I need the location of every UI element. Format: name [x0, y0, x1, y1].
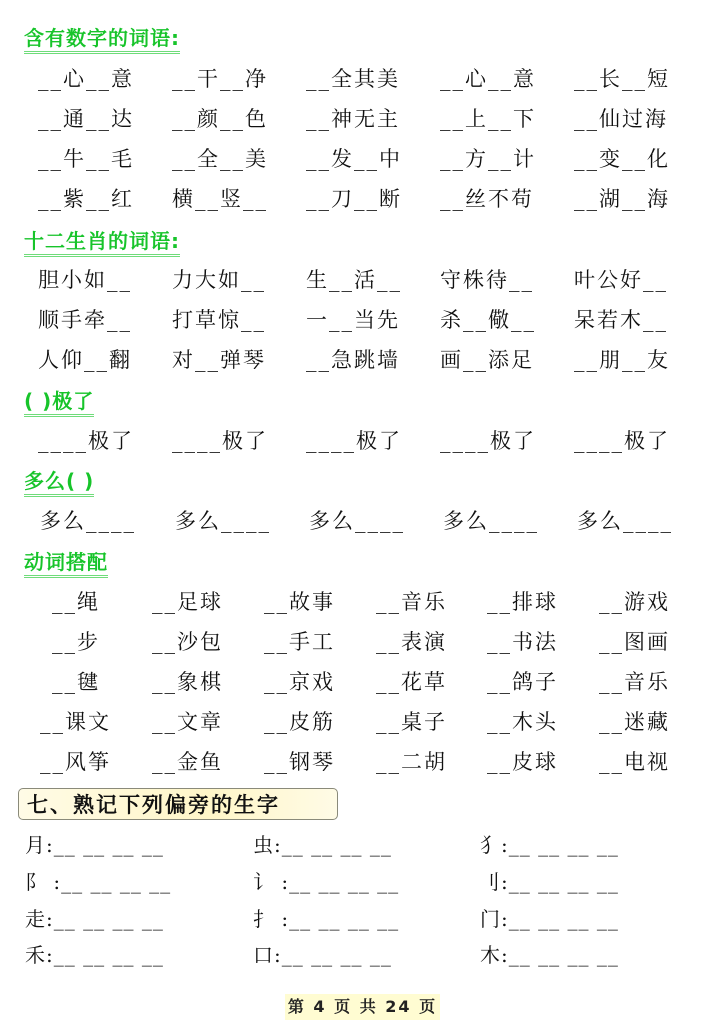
fill-blank-item: 顺手牵__	[38, 308, 132, 332]
fill-blank-item: ____极了	[440, 429, 536, 453]
radical-blanks: __ __ __ __	[508, 870, 619, 894]
fill-blank-item: __鸽子	[487, 670, 558, 694]
fill-blank-item: 多么____	[443, 509, 539, 533]
fill-blank-item: __颜__色	[172, 107, 268, 131]
numbers-row	[0, 143, 724, 175]
fill-blank-item: __文章	[152, 710, 223, 734]
section-title-duome: 多么( )	[24, 469, 94, 497]
radical-char: 犭	[480, 833, 501, 857]
fill-blank-item: __干__净	[172, 67, 268, 91]
numbers-row	[0, 103, 724, 135]
radicals-row	[0, 938, 724, 972]
fill-blank-item: 多么____	[577, 509, 673, 533]
fill-blank-item: 叶公好__	[574, 268, 668, 292]
fill-blank-item: ____极了	[574, 429, 670, 453]
fill-blank-item: __毽	[52, 670, 100, 694]
radical-item: 阝 :__ __ __ __	[25, 870, 172, 894]
fill-blank-item: 生__活__	[306, 268, 402, 292]
radical-item: 虫:__ __ __ __	[253, 833, 392, 857]
verbs-row	[0, 746, 724, 778]
fill-blank-item: __心__意	[440, 67, 536, 91]
fill-blank-item: ____极了	[38, 429, 134, 453]
jile-row	[0, 425, 724, 457]
fill-blank-item: __书法	[487, 630, 558, 654]
radical-char: 阝	[25, 870, 46, 894]
radical-blanks: __ __ __ __	[508, 907, 619, 931]
fill-blank-item: __音乐	[599, 670, 670, 694]
radical-item: 走:__ __ __ __	[25, 907, 164, 931]
radical-item: 刂:__ __ __ __	[480, 870, 619, 894]
radicals-row	[0, 902, 724, 936]
fill-blank-item: __排球	[487, 590, 558, 614]
section-title-verbs: 动词搭配	[24, 550, 108, 578]
radicals-row	[0, 865, 724, 899]
fill-blank-item: __湖__海	[574, 187, 670, 211]
fill-blank-item: __游戏	[599, 590, 670, 614]
fill-blank-item: __朋__友	[574, 348, 670, 372]
radical-item: 禾:__ __ __ __	[25, 943, 164, 967]
radical-char: 讠	[253, 870, 274, 894]
radical-blanks: __ __ __ __	[508, 943, 619, 967]
fill-blank-item: 胆小如__	[38, 268, 132, 292]
fill-blank-item: __电视	[599, 750, 670, 774]
radical-item: 口:__ __ __ __	[253, 943, 392, 967]
fill-blank-item: __足球	[152, 590, 223, 614]
radical-char: 刂	[480, 870, 501, 894]
radical-char: 木	[480, 943, 501, 967]
fill-blank-item: __皮球	[487, 750, 558, 774]
fill-blank-item: __全__美	[172, 147, 268, 171]
radical-char: 禾	[25, 943, 46, 967]
duome-row	[0, 505, 724, 537]
fill-blank-item: __心__意	[38, 67, 134, 91]
radical-blanks: __ __ __ __	[53, 943, 164, 967]
radicals-row	[0, 828, 724, 862]
fill-blank-item: __木头	[487, 710, 558, 734]
radical-blanks: __ __ __ __	[289, 870, 400, 894]
zodiac-row	[0, 304, 724, 336]
fill-blank-item: __丝不苟	[440, 187, 534, 211]
fill-blank-item: __牛__毛	[38, 147, 134, 171]
numbers-row	[0, 63, 724, 95]
fill-blank-item: __风筝	[40, 750, 111, 774]
verbs-row	[0, 706, 724, 738]
zodiac-row	[0, 264, 724, 296]
fill-blank-item: 人仰__翻	[38, 348, 132, 372]
fill-blank-item: __长__短	[574, 67, 670, 91]
fill-blank-item: __通__达	[38, 107, 134, 131]
numbers-row	[0, 183, 724, 215]
fill-blank-item: __沙包	[152, 630, 223, 654]
radical-char: 门	[480, 907, 501, 931]
fill-blank-item: __二胡	[376, 750, 447, 774]
fill-blank-item: __上__下	[440, 107, 536, 131]
fill-blank-item: __紫__红	[38, 187, 134, 211]
fill-blank-item: __全其美	[306, 67, 400, 91]
radical-blanks: __ __ __ __	[61, 870, 172, 894]
verbs-row	[0, 666, 724, 698]
fill-blank-item: __金鱼	[152, 750, 223, 774]
fill-blank-item: __课文	[40, 710, 111, 734]
page-number: 第 4 页 共 24 页	[285, 994, 440, 1020]
radical-blanks: __ __ __ __	[508, 833, 619, 857]
section-title-numbers: 含有数字的词语:	[24, 26, 180, 54]
fill-blank-item: __皮筋	[264, 710, 335, 734]
radical-blanks: __ __ __ __	[281, 833, 392, 857]
fill-blank-item: __迷藏	[599, 710, 670, 734]
fill-blank-item: __京戏	[264, 670, 335, 694]
radical-char: 口	[253, 943, 274, 967]
fill-blank-item: 杀__儆__	[440, 308, 536, 332]
fill-blank-item: 多么____	[309, 509, 405, 533]
section-title-zodiac: 十二生肖的词语:	[24, 229, 180, 257]
radical-char: 走	[25, 907, 46, 931]
fill-blank-item: __象棋	[152, 670, 223, 694]
fill-blank-item: 横__竖__	[172, 187, 268, 211]
fill-blank-item: 力大如__	[172, 268, 266, 292]
fill-blank-item: 呆若木__	[574, 308, 668, 332]
radical-item: 门:__ __ __ __	[480, 907, 619, 931]
fill-blank-item: 画__添足	[440, 348, 534, 372]
fill-blank-item: 守株待__	[440, 268, 534, 292]
fill-blank-item: __急跳墙	[306, 348, 400, 372]
radical-blanks: __ __ __ __	[53, 833, 164, 857]
verbs-row	[0, 586, 724, 618]
fill-blank-item: __手工	[264, 630, 335, 654]
fill-blank-item: __绳	[52, 590, 100, 614]
radical-char: 扌	[253, 907, 274, 931]
radical-blanks: __ __ __ __	[281, 943, 392, 967]
fill-blank-item: __仙过海	[574, 107, 668, 131]
fill-blank-item: ____极了	[172, 429, 268, 453]
zodiac-row	[0, 344, 724, 376]
fill-blank-item: 多么____	[175, 509, 271, 533]
fill-blank-item: 一__当先	[306, 308, 400, 332]
radical-item: 犭:__ __ __ __	[480, 833, 619, 857]
fill-blank-item: __发__中	[306, 147, 402, 171]
fill-blank-item: __图画	[599, 630, 670, 654]
fill-blank-item: __故事	[264, 590, 335, 614]
radical-item: 月:__ __ __ __	[25, 833, 164, 857]
radical-blanks: __ __ __ __	[53, 907, 164, 931]
radical-item: 讠 :__ __ __ __	[253, 870, 400, 894]
fill-blank-item: __神无主	[306, 107, 400, 131]
section-title-jile: ( )极了	[24, 389, 94, 417]
fill-blank-item: ____极了	[306, 429, 402, 453]
radical-char: 虫	[253, 833, 274, 857]
radical-blanks: __ __ __ __	[289, 907, 400, 931]
fill-blank-item: __音乐	[376, 590, 447, 614]
radical-item: 扌 :__ __ __ __	[253, 907, 400, 931]
section-heading-radicals: 七、熟记下列偏旁的生字	[18, 788, 338, 820]
fill-blank-item: __刀__断	[306, 187, 402, 211]
fill-blank-item: 打草惊__	[172, 308, 266, 332]
fill-blank-item: __桌子	[376, 710, 447, 734]
radical-item: 木:__ __ __ __	[480, 943, 619, 967]
fill-blank-item: __钢琴	[264, 750, 335, 774]
fill-blank-item: __变__化	[574, 147, 670, 171]
fill-blank-item: __表演	[376, 630, 447, 654]
radical-char: 月	[25, 833, 46, 857]
fill-blank-item: __步	[52, 630, 100, 654]
verbs-row	[0, 626, 724, 658]
fill-blank-item: 多么____	[40, 509, 136, 533]
fill-blank-item: __花草	[376, 670, 447, 694]
fill-blank-item: __方__计	[440, 147, 536, 171]
fill-blank-item: 对__弹琴	[172, 348, 266, 372]
